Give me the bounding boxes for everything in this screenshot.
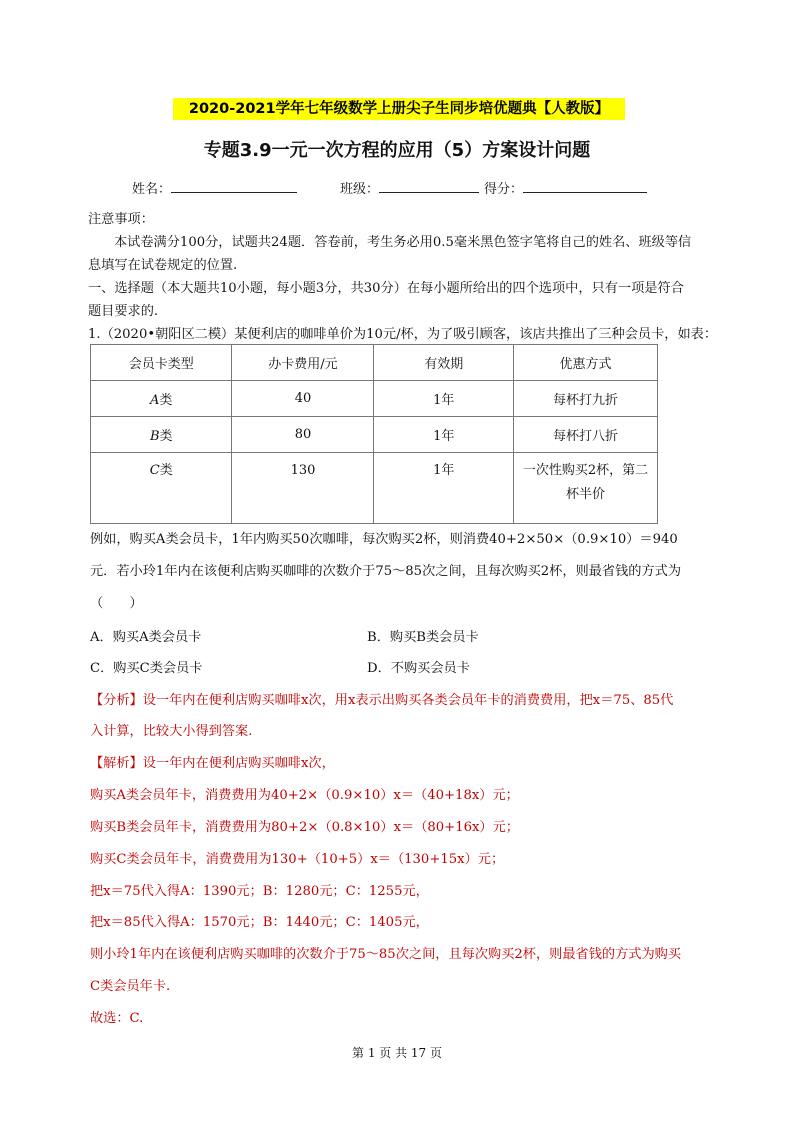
example-line-2: 元．若小玲1年内在该便利店购买咖啡的次数介于75～85次之间，且每次购买2杯，则最省钱的方式为	[90, 564, 682, 579]
discount-line-1: 一次性购买2杯，第二	[522, 463, 649, 478]
solution-line-c: 购买C类会员年卡，消费费用为130+（10+5）x＝（130+15x）元；	[90, 852, 505, 867]
option-d: D．不购买会员卡	[367, 661, 470, 676]
table-cell-fee: 130	[232, 453, 374, 524]
score-label: 得分：	[484, 182, 524, 197]
table-cell-discount: 每杯打八折	[514, 417, 658, 453]
jiexi-line: 【解析】设一年内在便利店购买咖啡x次，	[90, 756, 335, 771]
score-field	[484, 178, 647, 197]
analysis-line-1: 【分析】设一年内在便利店购买咖啡x次，用x表示出购买各类会员年卡的消费费用，把x＝75、85代	[90, 693, 674, 708]
class-label: 班级：	[340, 182, 380, 197]
table-header-cell: 优惠方式	[514, 345, 658, 381]
analysis-line-2: 入计算，比较大小得到答案.	[90, 724, 253, 739]
header-banner: 2020-2021学年七年级数学上册尖子生同步培优题典【人教版】	[173, 98, 625, 120]
table-row	[91, 381, 658, 417]
table-cell-fee: 80	[232, 417, 374, 453]
table-cell-period: 1年	[374, 381, 514, 417]
class-blank	[379, 180, 479, 193]
name-label: 姓名：	[132, 182, 172, 197]
membership-table	[90, 344, 658, 524]
page-footer: 第 1 页 共 17 页	[352, 1046, 442, 1060]
example-line-1: 例如，购买A类会员卡，1年内购买50次咖啡，每次购买2杯，则消费40+2×50×（0.9×10）＝940	[90, 532, 678, 547]
table-cell-type: B类	[91, 417, 232, 453]
conclusion-line-1: 则小玲1年内在该便利店购买咖啡的次数介于75～85次之间，且每次购买2杯，则最省钱的方式为购买	[90, 947, 682, 962]
table-cell-discount: 每杯打九折	[514, 381, 658, 417]
table-header-row	[91, 345, 658, 381]
option-a: A．购买A类会员卡	[90, 630, 202, 645]
notice-line-2: 息填写在试卷规定的位置.	[88, 258, 238, 273]
table-cell-discount	[514, 453, 658, 524]
name-field	[132, 178, 297, 197]
class-field	[340, 178, 479, 197]
question-stem: 1.（2020•朝阳区二模）某便利店的咖啡单价为10元/杯，为了吸引顾客，该店共推出了三种会员卡，如表：	[88, 327, 718, 342]
table-cell-type: C类	[91, 453, 232, 524]
score-blank	[523, 180, 647, 193]
notice-heading: 注意事项：	[88, 212, 154, 227]
option-c: C．购买C类会员卡	[90, 661, 203, 676]
table-header-cell: 办卡费用/元	[232, 345, 374, 381]
conclusion-line-2: C类会员年卡.	[90, 979, 171, 994]
solution-line-a: 购买A类会员年卡，消费费用为40+2×（0.9×10）x＝（40+18x）元；	[90, 788, 519, 803]
option-b: B．购买B类会员卡	[367, 630, 479, 645]
table-cell-fee: 40	[232, 381, 374, 417]
table-header-cell: 会员卡类型	[91, 345, 232, 381]
discount-line-2: 杯半价	[566, 487, 606, 502]
solution-line-85: 把x＝85代入得A：1570元；B：1440元；C：1405元，	[90, 915, 429, 930]
answer-paren: （ ）	[90, 596, 143, 611]
solution-line-75: 把x＝75代入得A：1390元；B：1280元；C：1255元，	[90, 884, 429, 899]
notice-line-1: 本试卷满分100分，试题共24题．答卷前，考生务必用0.5毫米黑色签字笔将自己的姓名、班级等信	[114, 235, 692, 250]
name-blank	[171, 180, 297, 193]
solution-line-b: 购买B类会员年卡，消费费用为80+2×（0.8×10）x＝（80+16x）元；	[90, 820, 519, 835]
table-cell-type: A类	[91, 381, 232, 417]
page-title: 专题3.9一元一次方程的应用（5）方案设计问题	[203, 140, 591, 161]
section-heading-line-1: 一、选择题（本大题共10小题，每小题3分，共30分）在每小题所给出的四个选项中，只有一项是符合	[88, 281, 684, 296]
section-heading-line-2: 题目要求的.	[88, 304, 159, 319]
table-row	[91, 417, 658, 453]
table-row	[91, 453, 658, 524]
table-cell-period: 1年	[374, 417, 514, 453]
table-cell-period: 1年	[374, 453, 514, 524]
table-header-cell: 有效期	[374, 345, 514, 381]
answer-line: 故选：C.	[90, 1011, 144, 1026]
